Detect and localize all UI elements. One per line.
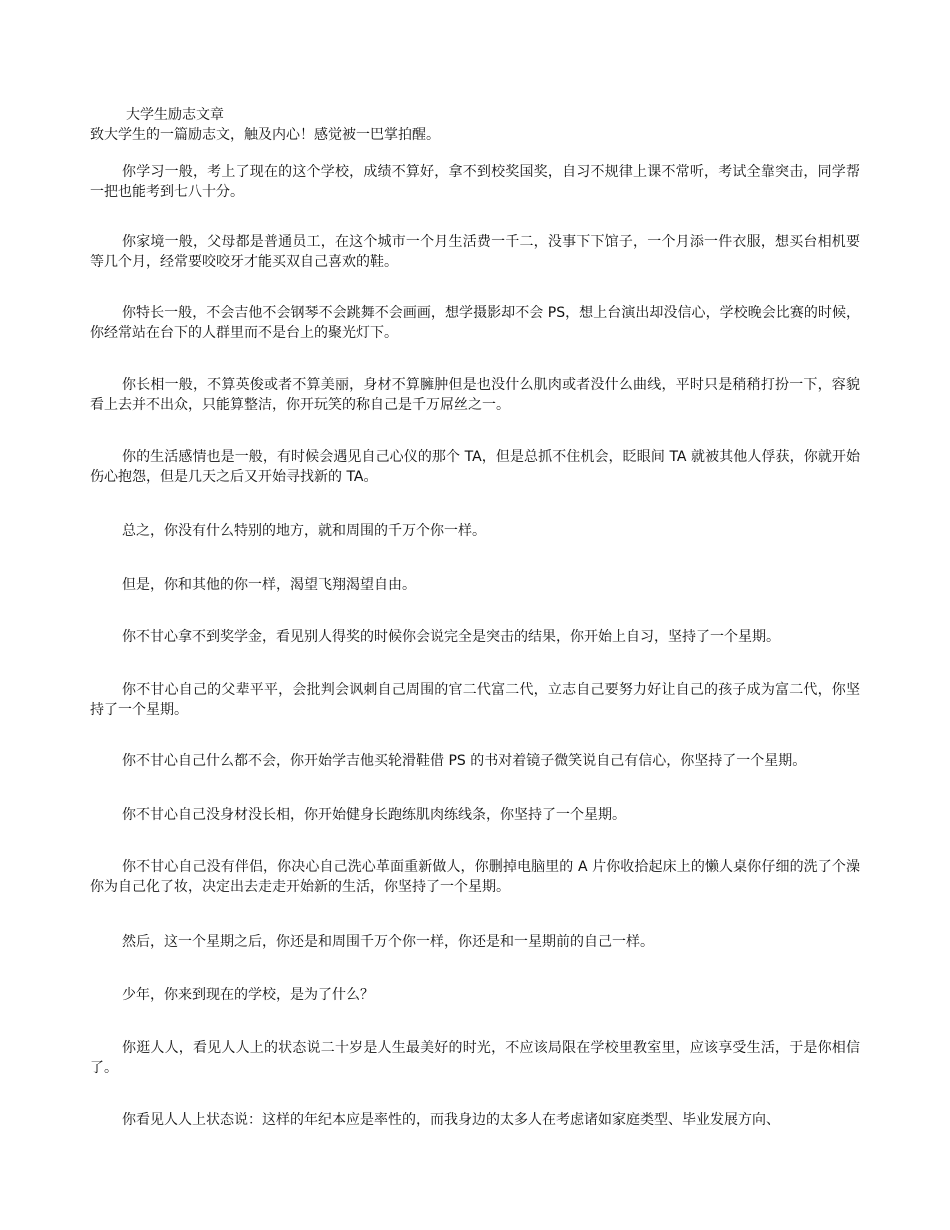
paragraph: 你不甘心自己的父辈平平，会批判会讽刺自己周围的官二代富二代，立志自己要努力好让自己的孩子成为富二代，你坚持了一个星期。 [90,682,860,718]
paragraph: 但是，你和其他的你一样，渴望飞翔渴望自由。 [122,577,416,593]
paragraph: 你不甘心自己没身材没长相，你开始健身长跑练肌肉练线条，你坚持了一个星期。 [122,807,626,823]
paragraph: 总之，你没有什么特别的地方，就和周围的千万个你一样。 [122,523,486,539]
paragraph: 你不甘心自己没有伴侣，你决心自己洗心革面重新做人，你删掉电脑里的 A 片你收拾起床上的懒人桌你仔细的洗了个澡你为自己化了妆，决定出去走走开始新的生活，你坚持了一个星期。 [90,859,860,895]
paragraph: 然后，这一个星期之后，你还是和周围千万个你一样，你还是和一星期前的自己一样。 [122,934,654,950]
paragraph: 你不甘心拿不到奖学金，看见别人得奖的时候你会说完全是突击的结果，你开始上自习，坚持了一个星期。 [122,629,780,645]
paragraph: 你特长一般，不会吉他不会钢琴不会跳舞不会画画，想学摄影却不会 PS，想上台演出却没信心，学校晚会比赛的时候，你经常站在台下的人群里而不是台上的聚光灯下。 [90,305,860,341]
document-subtitle: 致大学生的一篇励志文，触及内心！感觉被一巴掌拍醒。 [90,127,440,143]
paragraph: 你学习一般，考上了现在的这个学校，成绩不算好，拿不到校奖国奖，自习不规律上课不常听，考试全靠突击，同学帮一把也能考到七八十分。 [90,164,860,200]
paragraph: 你家境一般，父母都是普通员工，在这个城市一个月生活费一千二，没事下下馆子，一个月添一件衣服，想买台相机要等几个月，经常要咬咬牙才能买双自己喜欢的鞋。 [90,234,860,270]
paragraph: 你看见人人上状态说：这样的年纪本应是率性的，而我身边的太多人在考虑诸如家庭类型、毕业发展方向、 [122,1112,780,1128]
paragraph: 你逛人人，看见人人上的状态说二十岁是人生最美好的时光，不应该局限在学校里教室里，应该享受生活，于是你相信了。 [90,1040,860,1076]
document-title: 大学生励志文章 [126,107,224,123]
paragraph: 你长相一般，不算英俊或者不算美丽，身材不算臃肿但是也没什么肌肉或者没什么曲线，平时只是稍稍打扮一下，容貌看上去并不出众，只能算整洁，你开玩笑的称自己是千万屌丝之一。 [90,377,860,413]
paragraph: 你的生活感情也是一般，有时候会遇见自己心仪的那个 TA，但是总抓不住机会，眨眼间 TA 就被其他人俘获，你就开始伤心抱怨，但是几天之后又开始寻找新的 TA。 [90,449,860,485]
paragraph: 你不甘心自己什么都不会，你开始学吉他买轮滑鞋借 PS 的书对着镜子微笑说自己有信心，你坚持了一个星期。 [122,753,807,769]
paragraph: 少年，你来到现在的学校，是为了什么？ [122,987,374,1003]
